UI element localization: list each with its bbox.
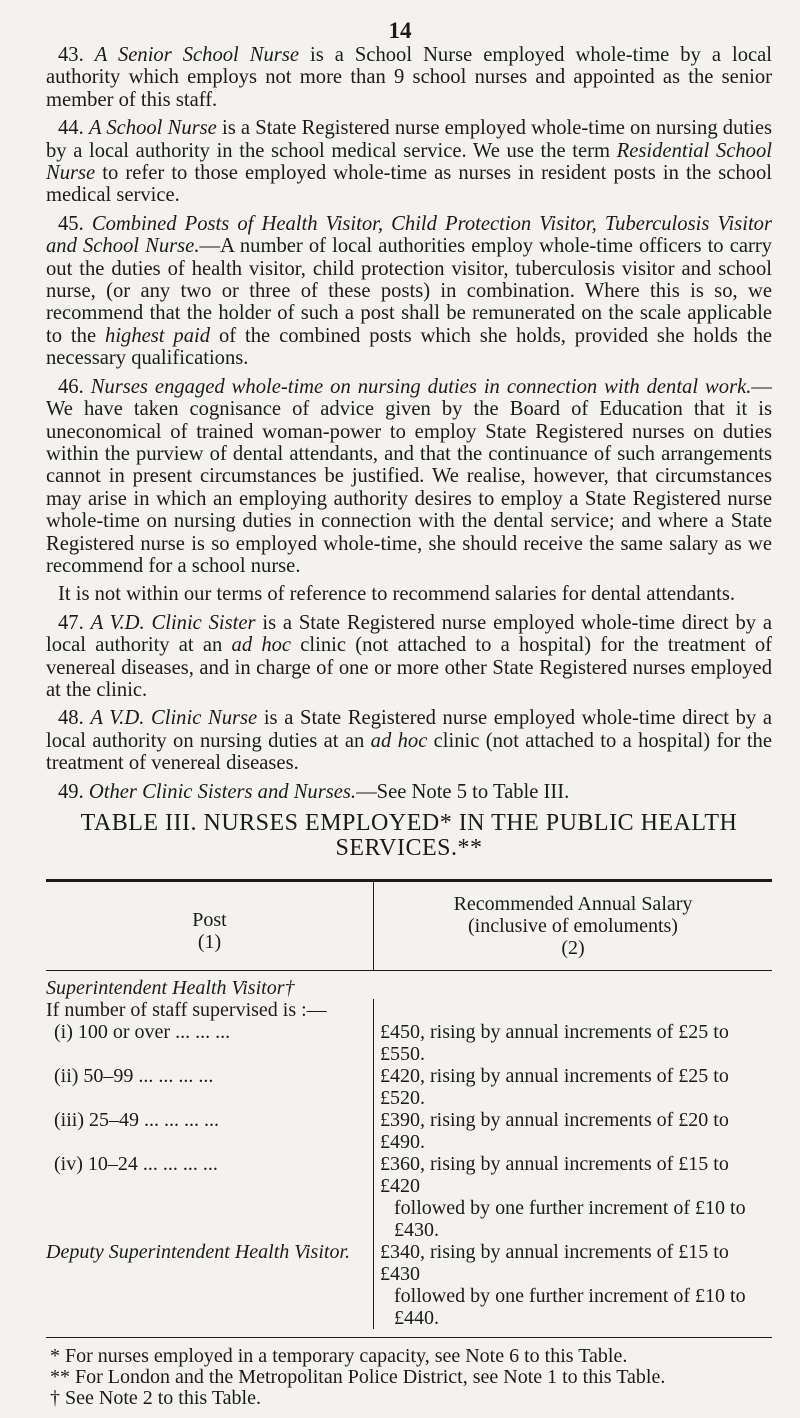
table-heading (46, 811, 772, 861)
table-cell-salary (374, 1021, 772, 1065)
paragraph-emphasis: highest paid (105, 324, 211, 347)
footnote: * For nurses employed in a temporary capacity, see Note 6 to this Table. (50, 1345, 628, 1367)
table-row (46, 1153, 772, 1241)
paragraph-text: clinic (not attached to a hospital) for the treatment of venereal diseases, and in charge of one or more other State Registered nurses employed at the clinic. (46, 634, 772, 701)
paragraph-emphasis: ad hoc (370, 729, 428, 752)
footnote: † See Note 2 to this Table. (50, 1387, 261, 1409)
table-header (46, 882, 772, 970)
column-number: (1) (197, 931, 222, 953)
paragraph-text: to refer to those employed whole-time as nurses in resident posts in the school medical service. (46, 162, 772, 207)
table-cell-salary (374, 1153, 772, 1241)
paragraph-text: —See Note 5 to Table III. (356, 780, 570, 803)
paragraph-number: 45. (58, 212, 84, 235)
paragraph-text: is a State Registered nurse employed whole-time on nursing duties by a local authority in the school medical service. We use the term (46, 117, 772, 162)
table-cell-post: (iv) 10–24 ... ... ... ... (46, 1153, 374, 1241)
paragraph-48 (46, 707, 772, 774)
table-cell-salary (374, 1065, 772, 1109)
table-cell-salary (374, 1109, 772, 1153)
paragraph-text: —A number of local authorities employ whole-time officers to carry out the duties of health visitor, child protection visitor, tuberculosis visitor and school nurse, (or any two or three of these posts) in combination. Where this is so, we recommend that the holder of such a post shall be remunerated on the scale applicable to the (46, 235, 772, 347)
table-heading-line: SERVICES.** (335, 835, 483, 861)
column-header-label: Recommended Annual Salary (453, 893, 693, 915)
paragraph-number: 48. (58, 707, 84, 730)
page-content (46, 44, 772, 1409)
paragraph-title: A V.D. Clinic Sister (90, 611, 256, 634)
paragraph-title: A Senior School Nurse (94, 44, 299, 66)
paragraph-46 (46, 376, 772, 578)
paragraph-47 (46, 612, 772, 702)
column-header-sublabel: (inclusive of emoluments) (468, 915, 678, 937)
column-header-label: Post (192, 909, 227, 931)
table-row (46, 1241, 772, 1329)
paragraph-43 (46, 44, 772, 111)
table-bottom-rule (46, 1337, 772, 1338)
paragraph-title: A School Nurse (88, 117, 217, 140)
paragraph-emphasis: ad hoc (231, 634, 292, 657)
paragraph-49 (46, 781, 772, 803)
paragraph-title: Other Clinic Sisters and Nurses. (88, 780, 357, 803)
table-row (46, 1065, 772, 1109)
paragraph-45 (46, 213, 772, 370)
salary-text: £420, rising by annual increments of £25 to £520. (380, 1065, 729, 1109)
column-number: (2) (561, 937, 585, 959)
paragraph-text: clinic (not attached to a hospital) for the treatment of venereal diseases. (46, 729, 772, 775)
table-cell-salary (374, 1241, 772, 1329)
table-row (46, 999, 772, 1021)
paragraph-title: A V.D. Clinic Nurse (90, 707, 258, 730)
table-group-title: Superintendent Health Visitor† (46, 977, 295, 999)
salary-text-continued: followed by one further increment of £10 to £440. (394, 1285, 746, 1329)
paragraph-title: Combined Posts of Health Visitor, Child Protection Visitor, Tuberculosis Visitor and School Nurse. (46, 212, 772, 258)
table-heading-line: TABLE III. NURSES EMPLOYED* IN THE PUBLIC HEALTH (80, 810, 738, 836)
salary-text: £450, rising by annual increments of £25 to £550. (380, 1021, 729, 1065)
footnote: ** For London and the Metropolitan Police District, see Note 1 to this Table. (50, 1366, 666, 1388)
paragraph-number: 49. (58, 780, 84, 803)
paragraph-number: 44. (58, 117, 84, 140)
paragraph-text: is a State Registered nurse employed whole-time direct by a local authority at an (46, 611, 772, 657)
salary-text: £340, rising by annual increments of £15 to £430 (380, 1241, 729, 1285)
paragraph-number: 43. (58, 44, 84, 66)
paragraph-number: 47. (58, 611, 84, 634)
table-cell-post: (iii) 25–49 ... ... ... ... (46, 1109, 374, 1153)
salary-table (46, 879, 772, 1338)
table-body (46, 971, 772, 1329)
footnotes (46, 1346, 772, 1409)
table-cell-post: (ii) 50–99 ... ... ... ... (46, 1065, 374, 1109)
paragraph-text: It is not within our terms of reference to recommend salaries for dental attendants. (58, 583, 736, 606)
paragraph-46-continued (46, 583, 772, 605)
table-header-salary (374, 882, 772, 970)
table-cell-post: (i) 100 or over ... ... ... (46, 1021, 374, 1065)
paragraph-text: is a School Nurse employed whole-time by a local authority which employs not more than 9 school nurses and appointed as the senior member of this staff. (46, 44, 772, 111)
paragraph-text: of the combined posts which she holds, provided she holds the necessary qualifications. (46, 324, 773, 370)
table-row (46, 1021, 772, 1065)
paragraph-title: Nurses engaged whole-time on nursing duties in connection with dental work. (90, 375, 752, 398)
table-group-subtitle: If number of staff supervised is :— (46, 999, 374, 1021)
paragraph-number: 46. (58, 375, 84, 398)
table-cell-empty (374, 999, 772, 1021)
page-number: 14 (388, 18, 412, 43)
table-header-post (46, 882, 374, 970)
paragraph-emphasis: Residential School Nurse (46, 139, 772, 185)
paragraph-44 (46, 117, 772, 207)
table-row (46, 1109, 772, 1153)
paragraph-text: —We have taken cognisance of advice given by the Board of Education that it is uneconomical of trained woman-power to employ State Registered nurses on duties within the purview of dental attendants, and that the continuance of such arrangements cannot in present circumstances be justified. We realise, however, that circumstances may arise in which an employing authority desires to employ a State Registered nurse whole-time on nursing duties in connection with the dental service; and where a State Registered nurse is so employed whole-time, she should receive the same salary as we recommend for a school nurse. (46, 375, 772, 577)
salary-text: £360, rising by annual increments of £15 to £420 (380, 1153, 729, 1197)
table-cell-post: Deputy Superintendent Health Visitor. (46, 1241, 374, 1329)
paragraph-text: is a State Registered nurse employed whole-time direct by a local authority on nursing duties at an (46, 707, 772, 752)
salary-text-continued: followed by one further increment of £10 to £430. (394, 1197, 746, 1241)
salary-text: £390, rising by annual increments of £20 to £490. (380, 1109, 729, 1153)
